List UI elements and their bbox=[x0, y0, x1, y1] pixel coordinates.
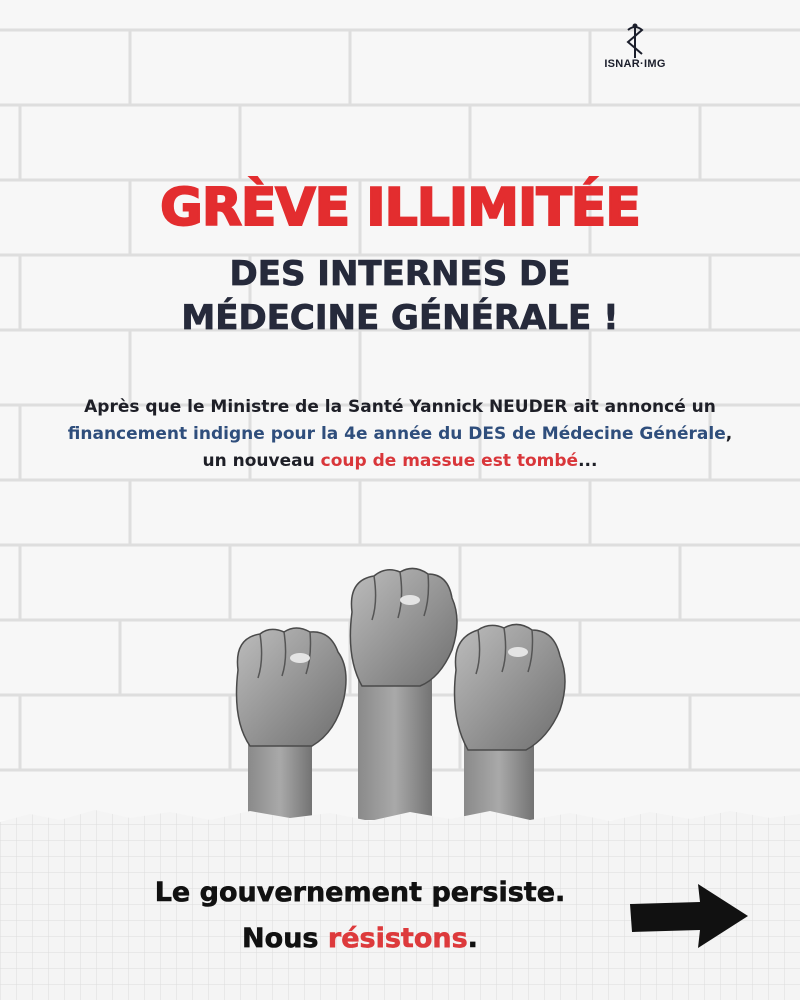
slogan bbox=[80, 870, 640, 962]
body-text-part-1: Après que le Ministre de la Santé Yannick NEUDER ait annoncé un bbox=[84, 397, 716, 417]
subheadline-line-1: DES INTERNES DE bbox=[229, 254, 571, 294]
logo-text: ISNAR·IMG bbox=[604, 58, 666, 70]
left-fist bbox=[237, 628, 347, 820]
body-text-part-4: ... bbox=[578, 451, 598, 471]
isnar-img-logo bbox=[590, 22, 680, 86]
subheadline-line-2: MÉDECINE GÉNÉRALE ! bbox=[181, 298, 619, 338]
body-highlight-red: coup de massue est tombé bbox=[320, 451, 579, 471]
slogan-line-1: Le gouvernement persiste. bbox=[154, 877, 566, 908]
raised-fists-image bbox=[220, 560, 580, 820]
body-text-part-2: , bbox=[725, 424, 733, 444]
slogan-highlight: résistons bbox=[327, 923, 468, 954]
slogan-line-2 bbox=[80, 916, 640, 962]
slogan-line-2-start: Nous bbox=[242, 923, 328, 954]
slogan-line-2-end: . bbox=[467, 923, 478, 954]
subheadline bbox=[0, 252, 800, 340]
caduceus-icon bbox=[622, 22, 648, 60]
body-highlight-blue: financement indigne pour la 4e année du DES de Médecine Générale bbox=[67, 424, 726, 444]
middle-fist bbox=[350, 568, 457, 820]
body-text-part-3: un nouveau bbox=[202, 451, 321, 471]
arrow-right-icon[interactable] bbox=[626, 880, 752, 952]
body-paragraph bbox=[60, 394, 740, 475]
headline: GRÈVE ILLIMITÉE bbox=[160, 178, 640, 238]
right-fist bbox=[455, 624, 566, 820]
